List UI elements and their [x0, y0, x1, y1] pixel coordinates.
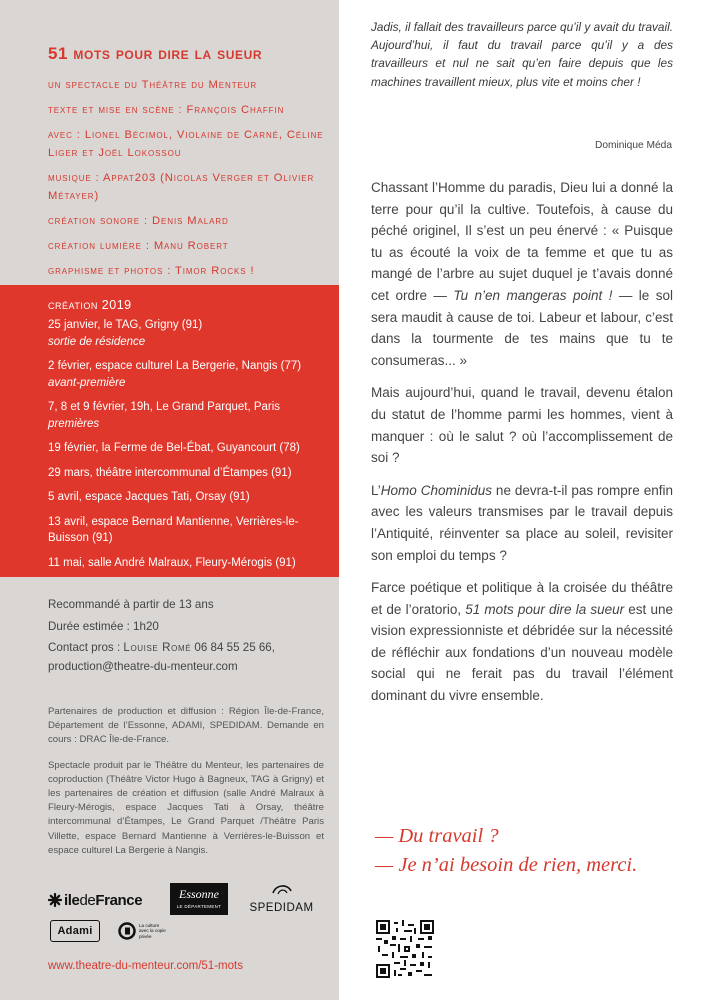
logo-text: SPEDIDAM [249, 902, 314, 914]
partners-coproduction: Spectacle produit par le Théâtre du Menteur, les partenaires de coproduction (Théâtre Victor Hugo à Bagneux, TAG à Grigny) et les partenaires de création et diffusion (salle André Malraux à Fleury-Mérogis, espace Jacques Tati à Orsay, théâtre intercommunal d’Étampes, Le Grand Parquet /Théâtre Paris Villette, espace Bernard Mantienne à Verrières-le-Buisson et espace culturel La Bergerie à Nangis. [48, 759, 324, 856]
event-item [48, 465, 333, 482]
partners-production: Partenaires de production et diffusion : Région Île-de-France, Département de l’Essonne, ADAMI, SPEDIDAM. Demande en cours : DRAC Île-de-France. [48, 706, 324, 746]
text-run: 51 mots pour dire la sueur [465, 601, 625, 617]
contact-label: Contact pros : [48, 641, 124, 654]
event-item [48, 317, 333, 350]
event-note: sortie de résidence [48, 335, 146, 348]
event-note: avant-première [48, 376, 126, 389]
credit-line: un spectacle du Théâtre du Menteur [48, 79, 258, 91]
credit-line: création sonore : Denis Malard [48, 215, 229, 227]
synopsis-paragraph [371, 577, 673, 707]
event-date: 13 avril, espace Bernard Mantienne, Verrières-le-Buisson (91) [48, 515, 299, 544]
show-title: 51 mots pour dire la sueur [48, 44, 263, 63]
duration: Durée estimée : 1h20 [48, 619, 159, 633]
event-date: 5 avril, espace Jacques Tati, Orsay (91) [48, 491, 250, 503]
essonne-logo [170, 883, 228, 915]
contact [48, 639, 333, 676]
practical-info [48, 596, 333, 679]
event-date: 25 janvier, le TAG, Grigny (91) [48, 319, 203, 331]
website-link[interactable]: www.theatre-du-menteur.com/51-mots [48, 960, 243, 972]
synopsis-paragraph: Mais aujourd’hui, quand le travail, devenu étalon du statut de l’homme parmi les hommes, vient à manquer : où le salut ? où l’accomplissement de soi ? [371, 385, 673, 466]
logo-text: Essonne [179, 887, 219, 901]
qr-code-icon[interactable] [376, 920, 434, 978]
credits [48, 44, 328, 287]
text-run: Chassant l’Homme du paradis, Dieu lui a donné la terre pour qu’il la cultive. Toutefois, à cause du péché originel, Il s’est un peu énervé : « Puisque tu as écouté la voix de ta femme et que tu as mangé de l’arbre au sujet duquel je t’avais donné cet ordre — [371, 180, 673, 303]
logo-text: ile [64, 891, 80, 909]
logo-text: Adami [57, 925, 93, 937]
event-item [48, 514, 333, 547]
spedidam-logo [244, 882, 319, 916]
partners-text [48, 705, 324, 869]
text-run: Homo Chominidus [380, 482, 492, 498]
closing-dialogue [375, 822, 637, 879]
event-date: 7, 8 et 9 février, 19h, Le Grand Parquet, Paris [48, 401, 281, 413]
contact-phone: 06 84 55 25 66, [191, 641, 275, 654]
logo-text: de [79, 891, 96, 909]
logo-text: France [95, 891, 143, 909]
creation-heading: création 2019 [48, 298, 132, 312]
adami-logo [50, 920, 100, 942]
age-recommendation: Recommandé à partir de 13 ans [48, 598, 214, 611]
quote-author: Dominique Méda [594, 140, 672, 151]
text-run: — le sol sera maudit à cause de toi. Labeur et labour, c’est dans la tourmente de tes mains que tu te consumeras... » [371, 287, 673, 368]
credit-line: texte et mise en scène : François Chaffin [48, 104, 285, 116]
closing-line: — Du travail ? [375, 825, 499, 847]
iledefrance-logo [48, 888, 142, 912]
event-date: 19 février, la Ferme de Bel-Ébat, Guyancourt (78) [48, 442, 300, 454]
event-item [48, 555, 333, 572]
event-date: 2 février, espace culturel La Bergerie, Nangis (77) [48, 360, 302, 372]
text-run: est une vision expressionniste et débridée sur la nécessité de réfléchir aux fondations d’un nouveau modèle social qui ne ferait pas du travail l’élément dominant du vivre ensemble. [371, 601, 673, 704]
event-item [48, 440, 333, 457]
closing-line: — Je n’ai besoin de rien, merci. [375, 853, 638, 876]
event-item [48, 399, 333, 432]
credit-line: avec : Lionel Bécimol, Violaine de Carné, Céline Liger et Joël Lokossou [48, 129, 324, 159]
synopsis-paragraph [371, 177, 673, 371]
event-date: 11 mai, salle André Malraux, Fleury-Mérogis (91) [48, 556, 296, 569]
event-date: 29 mars, théâtre intercommunal d’Étampes (91) [48, 466, 292, 479]
synopsis-paragraph [371, 480, 673, 566]
credit-line: graphisme et photos : Timor Rocks ! [48, 265, 255, 277]
text-run: Tu n’en mangeras point ! [453, 287, 613, 303]
event-item [48, 358, 333, 391]
event-note: premières [48, 417, 100, 430]
spedidam-mark-icon [270, 882, 294, 896]
logo-text: LE DÉPARTEMENT [176, 904, 222, 909]
credit-line: création lumière : Manu Robert [48, 240, 229, 252]
logo-text: La culture avec la copie privée [139, 922, 166, 939]
contact-email[interactable]: production@theatre-du-menteur.com [48, 659, 238, 673]
credit-line: musique : Appat203 (Nicolas Verger et Olivier Métayer) [48, 172, 315, 202]
event-item [48, 489, 333, 506]
text-run: L’ [371, 482, 381, 498]
contact-name: Louise Romé [123, 641, 192, 654]
epigraph-quote: Jadis, il fallait des travailleurs parce qu’il y avait du travail. Aujourd’hui, il faut du travail parce qu’il y a des travailleurs et nul ne sait qu’en faire depuis que les machines travaillent mieux, plus vite et moins cher ! [371, 20, 673, 89]
copie-privee-logo [118, 920, 169, 942]
star-icon [48, 893, 62, 907]
text-run: Farce poétique et politique à la croisée du théâtre et de l’oratorio, [371, 580, 673, 617]
text-run: ne devra-t-il pas rompre enfin avec les valeurs transmises par le travail depuis l’Antiquité, réinventer sa place au soleil, revisiter son emploi du temps ? [371, 482, 673, 563]
synopsis [371, 177, 673, 718]
copie-privee-icon [118, 922, 136, 940]
creation-block [0, 285, 339, 577]
